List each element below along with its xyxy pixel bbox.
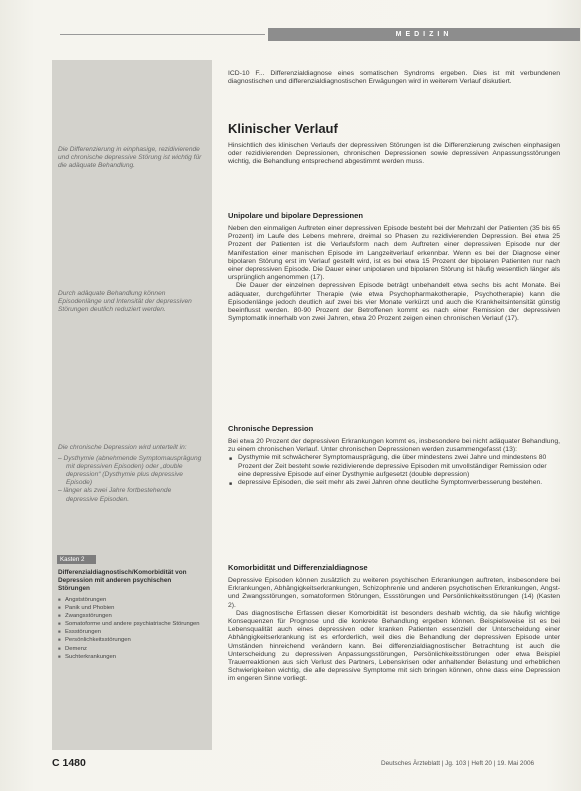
subsection-paragraph: Neben den einmaligen Auftreten einer depressiven Episode besteht bei der Mehrzahl der Patienten (35 bis 65 Prozent) im Laufe des Lebens mehrere, dreimal so Phasen zu rezidivierenden Depression. Bei etwa 25 Prozent der Patienten ist die Verlaufsform nach dem Auftreten einer depressiven Episode nur der Manifestation einer manischen Episode im Langzeitverlauf erkennbar. Wenn es bei der Diagnose einer bipolaren Störung erst im Verlauf gestellt wird, ist es bei etwa 15 Prozent der bipolaren Patienten nur nach einer depressiven Episode. Die Dauer einer unipolaren und bipolaren Störung ist häufig wesentlich länger als ursprünglich angenommen (17). [228, 225, 560, 282]
journal-citation: Deutsches Ärzteblatt | Jg. 103 | Heft 20 | 19. Mai 2006 [381, 760, 535, 767]
sidebar-note-3 [58, 444, 204, 504]
chronic-depression-list-item: ■ Dysthymie mit schwächerer Symptomausprägung, die über mindestens zwei Jahre und mindestens 80 Prozent der Zeit besteht sowie rezidivierende depressive Episoden mit unvollständiger Remission oder eine depressive Episode auf einer Dysthymie aufgesetzt (double depression) [228, 454, 560, 479]
sidebar-note-3-item: – Dysthymie (abnehmende Symptomausprägung mit depressiven Episoden) oder „double depression“ (Dysthymie plus depressive Episode) [58, 455, 202, 487]
intro-text: ICD-10 F... Differenzialdiagnose eines somatischen Syndroms ergeben. Dies ist mit verbundenen diagnostischen und differenzialdiagnostischen Erwägungen wird in weiterem Verlauf diskutiert. [228, 70, 560, 86]
sidebar-note-2: Durch adäquate Behandlung können Episodenlänge und Intensität der depressiven Störungen deutlich reduziert werden. [58, 290, 192, 314]
section-klinischer-verlauf [228, 121, 560, 167]
subsection-title: Unipolare und bipolare Depressionen [228, 211, 364, 220]
section-header-band [268, 28, 580, 41]
sidebar-note-1: Die Differenzierung in einphasige, rezidivierende und chronische depressive Störung ist wichtig für die adäquate Behandlung. [58, 146, 202, 170]
subsection-paragraph: Das diagnostische Erfassen dieser Komorbidität ist besonders deshalb wichtig, da sie häufig wichtige Konsequenzen für Prognose und die konkrete Behandlung ergeben können. Beispielsweise ist es bei Lebensqualität auch eines depressiven oder kranken Patienten essenziell der Unterscheidung einer Abhängigkeitserkrankung ist es erforderlich, weil dies die Behandlung der depressiven Episode unter Umständen hinreichend verändern kann. Bei differenzialdiagnostischer Betrachtung ist auch die Unterscheidung zu depressiven Anpassungsstörungen, Persönlichkeitsstörungen oder etwa Beispiel Trauerreaktionen aus sich Verlust des Partners, Lebenskrisen oder anhaltender Belastung und erheblichen Schwierigkeiten wichtig, die alle depressive Symptome mit sich bringen können, ohne dass eine Depression im engeren Sinne vorliegt. [228, 609, 560, 683]
subsection-paragraph: Die Dauer der einzelnen depressiven Episode beträgt unbehandelt etwa sechs bis acht Monate. Bei adäquater, durchgeführter Therapie (wie etwa Psychopharmakotherapie, Psychotherapie) kann die Episodenlänge jedoch deutlich auf zwei bis vier Monate verkürzt und auch die Krankheitsintensität günstig beeinflusst werden. 80-90 Prozent der Betroffenen kommt es nach einer Remission der depressiven Symptomatik innerhalb von zwei Jahren, etwa 20 Prozent zeigen einen chronischen Verlauf (17). [228, 282, 560, 323]
kasten-list-item: ■ Panik und Phobien [58, 604, 204, 612]
kasten-list-item: ■ Suchterkrankungen [58, 653, 204, 661]
kasten-tag: Kasten 2 [57, 555, 96, 564]
sidebar-note-3-intro: Die chronische Depression wird unterteilt in: [58, 444, 187, 451]
chronic-depression-list-item: ■ depressive Episoden, die seit mehr als zwei Jahren ohne deutliche Symptomverbesserung bestehen. [228, 479, 560, 487]
section-header-label: MEDIZIN [395, 31, 453, 38]
subsection-paragraph: Bei etwa 20 Prozent der depressiven Erkrankungen kommt es, insbesondere bei nicht adäquater Behandlung, zu einem chronischen Verlauf. Unter chronischen Depressionen werden zusammengefasst (13): [228, 438, 560, 454]
kasten-list-item: ■ Angststörungen [58, 596, 204, 604]
sidebar-note-3-item: – länger als zwei Jahre fortbestehende depressive Episoden. [58, 487, 172, 503]
kasten-list-item: ■ Essstörungen [58, 628, 204, 636]
subsection-paragraph: Depressive Episoden können zusätzlich zu weiteren psychischen Erkrankungen auftreten, insbesondere bei Erkrankungen, Abhängigkeitserkrankungen, Schizophrenie und anderen psychotischen Erkrankungen, Angst- und Zwangsstörungen, somatoformen Störungen, Essstörungen und Persönlichkeitsstörungen (14) (Kasten 2). [228, 577, 560, 609]
kasten-title: Differenzialdiagnostisch/Komorbidität von Depression mit anderen psychischen Störungen [58, 569, 187, 592]
section-intro: Hinsichtlich des klinischen Verlaufs der depressiven Störungen ist die Differenzierung zwischen einphasigen oder rezidivierenden Depressionen, chronischen Depressionen sowie depressiven Anpassungsstörungen wichtig, die Behandlung entsprechend abgestimmt werden muss. [228, 142, 560, 166]
kasten-list [58, 596, 204, 661]
kasten-list-item: ■ Zwangsstörungen [58, 612, 204, 620]
subsection-chronische-depression [228, 424, 560, 487]
subsection-komorbiditaet [228, 563, 560, 684]
header-rule-left [60, 34, 265, 35]
page-number: C 1480 [52, 757, 86, 769]
section-title: Klinischer Verlauf [228, 121, 338, 136]
subsection-unipolar-bipolar [228, 211, 560, 323]
kasten-list-item: ■ Persönlichkeitsstörungen [58, 636, 204, 644]
chronic-depression-list [228, 454, 560, 487]
subsection-title: Chronische Depression [228, 424, 314, 433]
subsection-title: Komorbidität und Differenzialdiagnose [228, 563, 368, 572]
intro-paragraph [228, 70, 560, 86]
kasten-list-item: ■ Demenz [58, 645, 204, 653]
kasten-list-item: ■ Somatoforme und andere psychiatrische Störungen [58, 620, 204, 628]
